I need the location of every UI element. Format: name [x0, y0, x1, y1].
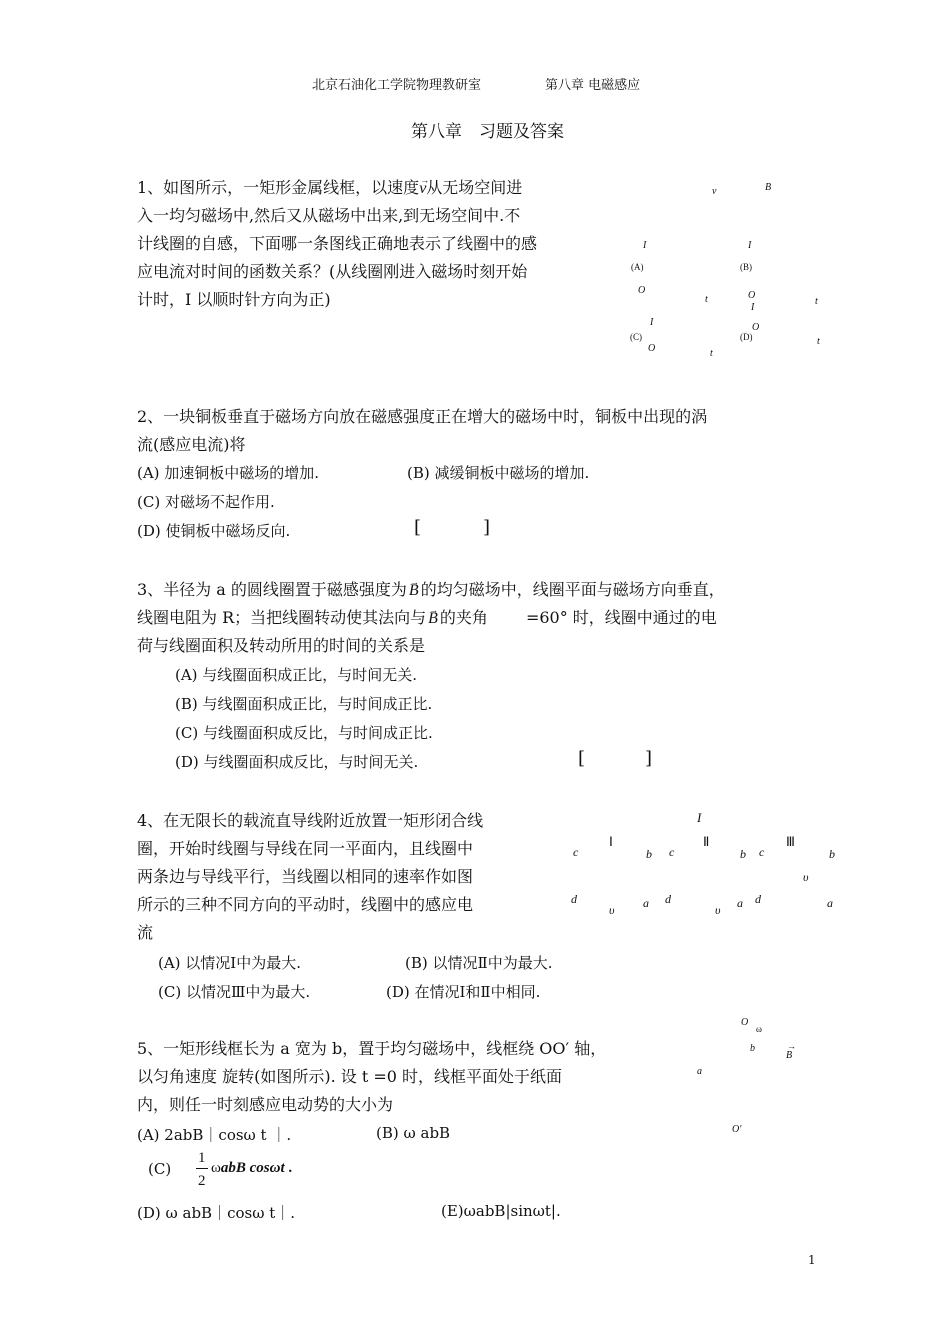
- b-field-symbol: → B: [428, 606, 438, 632]
- q5-line-2: 以匀角速度 旋转(如图所示). 设 t =0 时，线框平面处于纸面: [137, 1067, 563, 1086]
- q3-answer-bracket-left: [: [578, 748, 586, 769]
- header-left: 北京石油化工学院物理教研室: [312, 78, 482, 93]
- q5-option-c-term: abB cosω: [220, 1160, 281, 1176]
- q3-option-c: (C) 与线圈面积成反比，与时间成正比.: [175, 724, 433, 742]
- fig4-b-label: b: [740, 847, 746, 861]
- q5-option-e: (E)ωabB|sinωt|.: [441, 1202, 561, 1220]
- fig4-d-label: d: [571, 892, 577, 906]
- fig1-I-label: I: [643, 240, 647, 251]
- q3-option-b: (B) 与线圈面积成正比，与时间成正比.: [175, 695, 433, 713]
- q5-option-d: (D) ω abB｜cosω t｜.: [137, 1204, 295, 1222]
- q2-option-a: (A) 加速铜板中磁场的增加.: [137, 464, 320, 482]
- fig4-case-2-label: Ⅱ: [703, 834, 710, 849]
- fig1-I-label: I: [650, 317, 654, 328]
- q4-line-1: 4、在无限长的载流直导线附近放置一矩形闭合线: [137, 811, 484, 830]
- fig1-t-label: t: [705, 294, 708, 305]
- q4-option-b: (B) 以情况Ⅱ中为最大.: [405, 954, 553, 972]
- fig1-I-label: I: [751, 302, 755, 313]
- q2-option-d: (D) 使铜板中磁场反向.: [137, 522, 291, 540]
- fig4-a-label: a: [737, 896, 743, 910]
- q4-option-c: (C) 以情况Ⅲ中为最大.: [158, 983, 311, 1001]
- q1-line-1a: 1、如图所示，一矩形金属线框，以速度: [137, 178, 420, 197]
- q3-line-1a: 3、半径为 a 的圆线圈置于磁感强度为: [137, 580, 407, 599]
- q3-line-2b: 的夹角: [439, 608, 488, 627]
- q3-line-2: [137, 605, 717, 632]
- q1-line-5: 计时，I 以顺时针方向为正): [137, 290, 331, 309]
- q3-answer-bracket-right: ]: [645, 748, 653, 769]
- fig1-A-label: (A): [631, 262, 644, 272]
- fig5-O-prime-label: O′: [732, 1124, 742, 1135]
- fig5-O-label: O: [741, 1017, 749, 1028]
- q5-option-a: (A) 2abB｜cosω t ｜.: [137, 1126, 292, 1144]
- q3-option-a: (A) 与线圈面积成正比，与时间无关.: [175, 666, 418, 684]
- fig5-a-label: a: [697, 1066, 702, 1077]
- fig1-v-label: v: [712, 186, 717, 197]
- q5-line-1: 5、一矩形线框长为 a 宽为 b，置于均匀磁场中，线框绕 OO′ 轴，: [137, 1039, 607, 1058]
- q2-option-b: (B) 减缓铜板中磁场的增加.: [407, 464, 590, 482]
- fig1-I-label: I: [748, 240, 752, 251]
- fig4-c-label: c: [669, 845, 675, 859]
- page-number: 1: [808, 1253, 816, 1267]
- fig4-c-label: c: [759, 845, 765, 859]
- q4-line-4: 所示的三种不同方向的平动时，线圈中的感应电: [137, 895, 474, 914]
- fig4-c-label: c: [573, 845, 579, 859]
- fig4-d-label: d: [665, 892, 671, 906]
- fig1-B-graph-label: (B): [740, 262, 752, 272]
- q4-line-2: 圈，开始时线圈与导线在同一平面内，且线圈中: [137, 839, 474, 858]
- q2-line-1: 2、一块铜板垂直于磁场方向放在磁感强度正在增大的磁场中时，铜板中出现的涡: [137, 407, 708, 426]
- header-right: 第八章 电磁感应: [545, 78, 641, 93]
- q4-line-5: 流: [137, 923, 154, 942]
- q2-line-2: 流(感应电流)将: [137, 435, 246, 454]
- q2-answer-bracket-right: ]: [483, 517, 491, 538]
- fraction-bar: [196, 1168, 208, 1169]
- fig1-O-label: O: [648, 343, 656, 354]
- velocity-symbol: → v: [419, 176, 426, 202]
- fig4-v-label: υ: [803, 870, 809, 884]
- fig1-O-label: O: [638, 285, 646, 296]
- fig4-I-label: I: [697, 810, 702, 825]
- q5-option-c-numerator: 1: [198, 1150, 206, 1166]
- page-title: 第八章 习题及答案: [411, 122, 564, 142]
- fig1-B-label: B: [765, 182, 772, 193]
- fig4-b-label: b: [646, 847, 652, 861]
- fig4-case-3-label: Ⅲ: [786, 834, 795, 849]
- q5-option-b: (B) ω abB: [376, 1124, 451, 1142]
- q5-line-3: 内，则任一时刻感应电动势的大小为: [137, 1095, 394, 1114]
- fig1-O-label: O: [748, 290, 756, 301]
- q3-line-2a: 线圈电阻为 R；当把线圈转动使其法向与: [137, 608, 427, 627]
- q3-option-d: (D) 与线圈面积成反比，与时间无关.: [175, 753, 419, 771]
- fig1-D-label: (D): [740, 332, 753, 342]
- fig1-t-label: t: [815, 296, 818, 307]
- period: .: [288, 1160, 293, 1176]
- fig5-B-label: → B: [786, 1050, 792, 1061]
- q4-line-3: 两条边与导线平行，当线圈以相同的速率作如图: [137, 867, 474, 886]
- q4-option-d: (D) 在情况Ⅰ和Ⅱ中相同.: [386, 983, 541, 1001]
- fig4-b-label: b: [829, 847, 835, 861]
- q3-line-1b: 的均匀磁场中，线圈平面与磁场方向垂直，: [420, 580, 725, 599]
- q5-option-c-label: (C): [148, 1160, 172, 1178]
- fig5-b-label: b: [750, 1043, 755, 1054]
- fig4-a-label: a: [827, 896, 833, 910]
- q3-line-3: 荷与线圈面积及转动所用的时间的关系是: [137, 636, 426, 655]
- q1-line-3: 计线圈的自感，下面哪一条图线正确地表示了线圈中的感: [137, 234, 538, 253]
- fig1-t-label: t: [817, 336, 820, 347]
- q1-line-1b: 从无场空间进: [426, 178, 523, 197]
- fig5-omega-label: ω: [756, 1024, 762, 1034]
- fig4-v-label: υ: [715, 903, 721, 917]
- q4-option-a: (A) 以情况Ⅰ中为最大.: [158, 954, 301, 972]
- q2-answer-bracket-left: [: [414, 517, 422, 538]
- fig4-d-label: d: [755, 892, 761, 906]
- b-field-symbol: → B: [409, 578, 419, 604]
- q2-option-c: (C) 对磁场不起作用.: [137, 493, 275, 511]
- q5-option-c-expression: [211, 1160, 292, 1177]
- fig4-case-1-label: Ⅰ: [609, 834, 613, 849]
- q1-line-2: 入一均匀磁场中,然后又从磁场中出来,到无场空间中.不: [137, 206, 521, 225]
- q5-option-c-denominator: 2: [198, 1173, 206, 1189]
- fig1-t-label: t: [710, 348, 713, 359]
- fig1-O-label: O: [752, 322, 760, 333]
- time-symbol: t: [280, 1160, 285, 1176]
- omega-symbol: ω: [211, 1160, 221, 1176]
- fig4-v-label: υ: [609, 903, 615, 917]
- q3-line-2c: =60° 时，线圈中通过的电: [525, 608, 717, 627]
- q1-line-4: 应电流对时间的函数关系？(从线圈刚进入磁场时刻开始: [137, 262, 528, 281]
- q1-line-1: [137, 175, 522, 202]
- fig4-a-label: a: [643, 896, 649, 910]
- fig1-C-label: (C): [630, 332, 642, 342]
